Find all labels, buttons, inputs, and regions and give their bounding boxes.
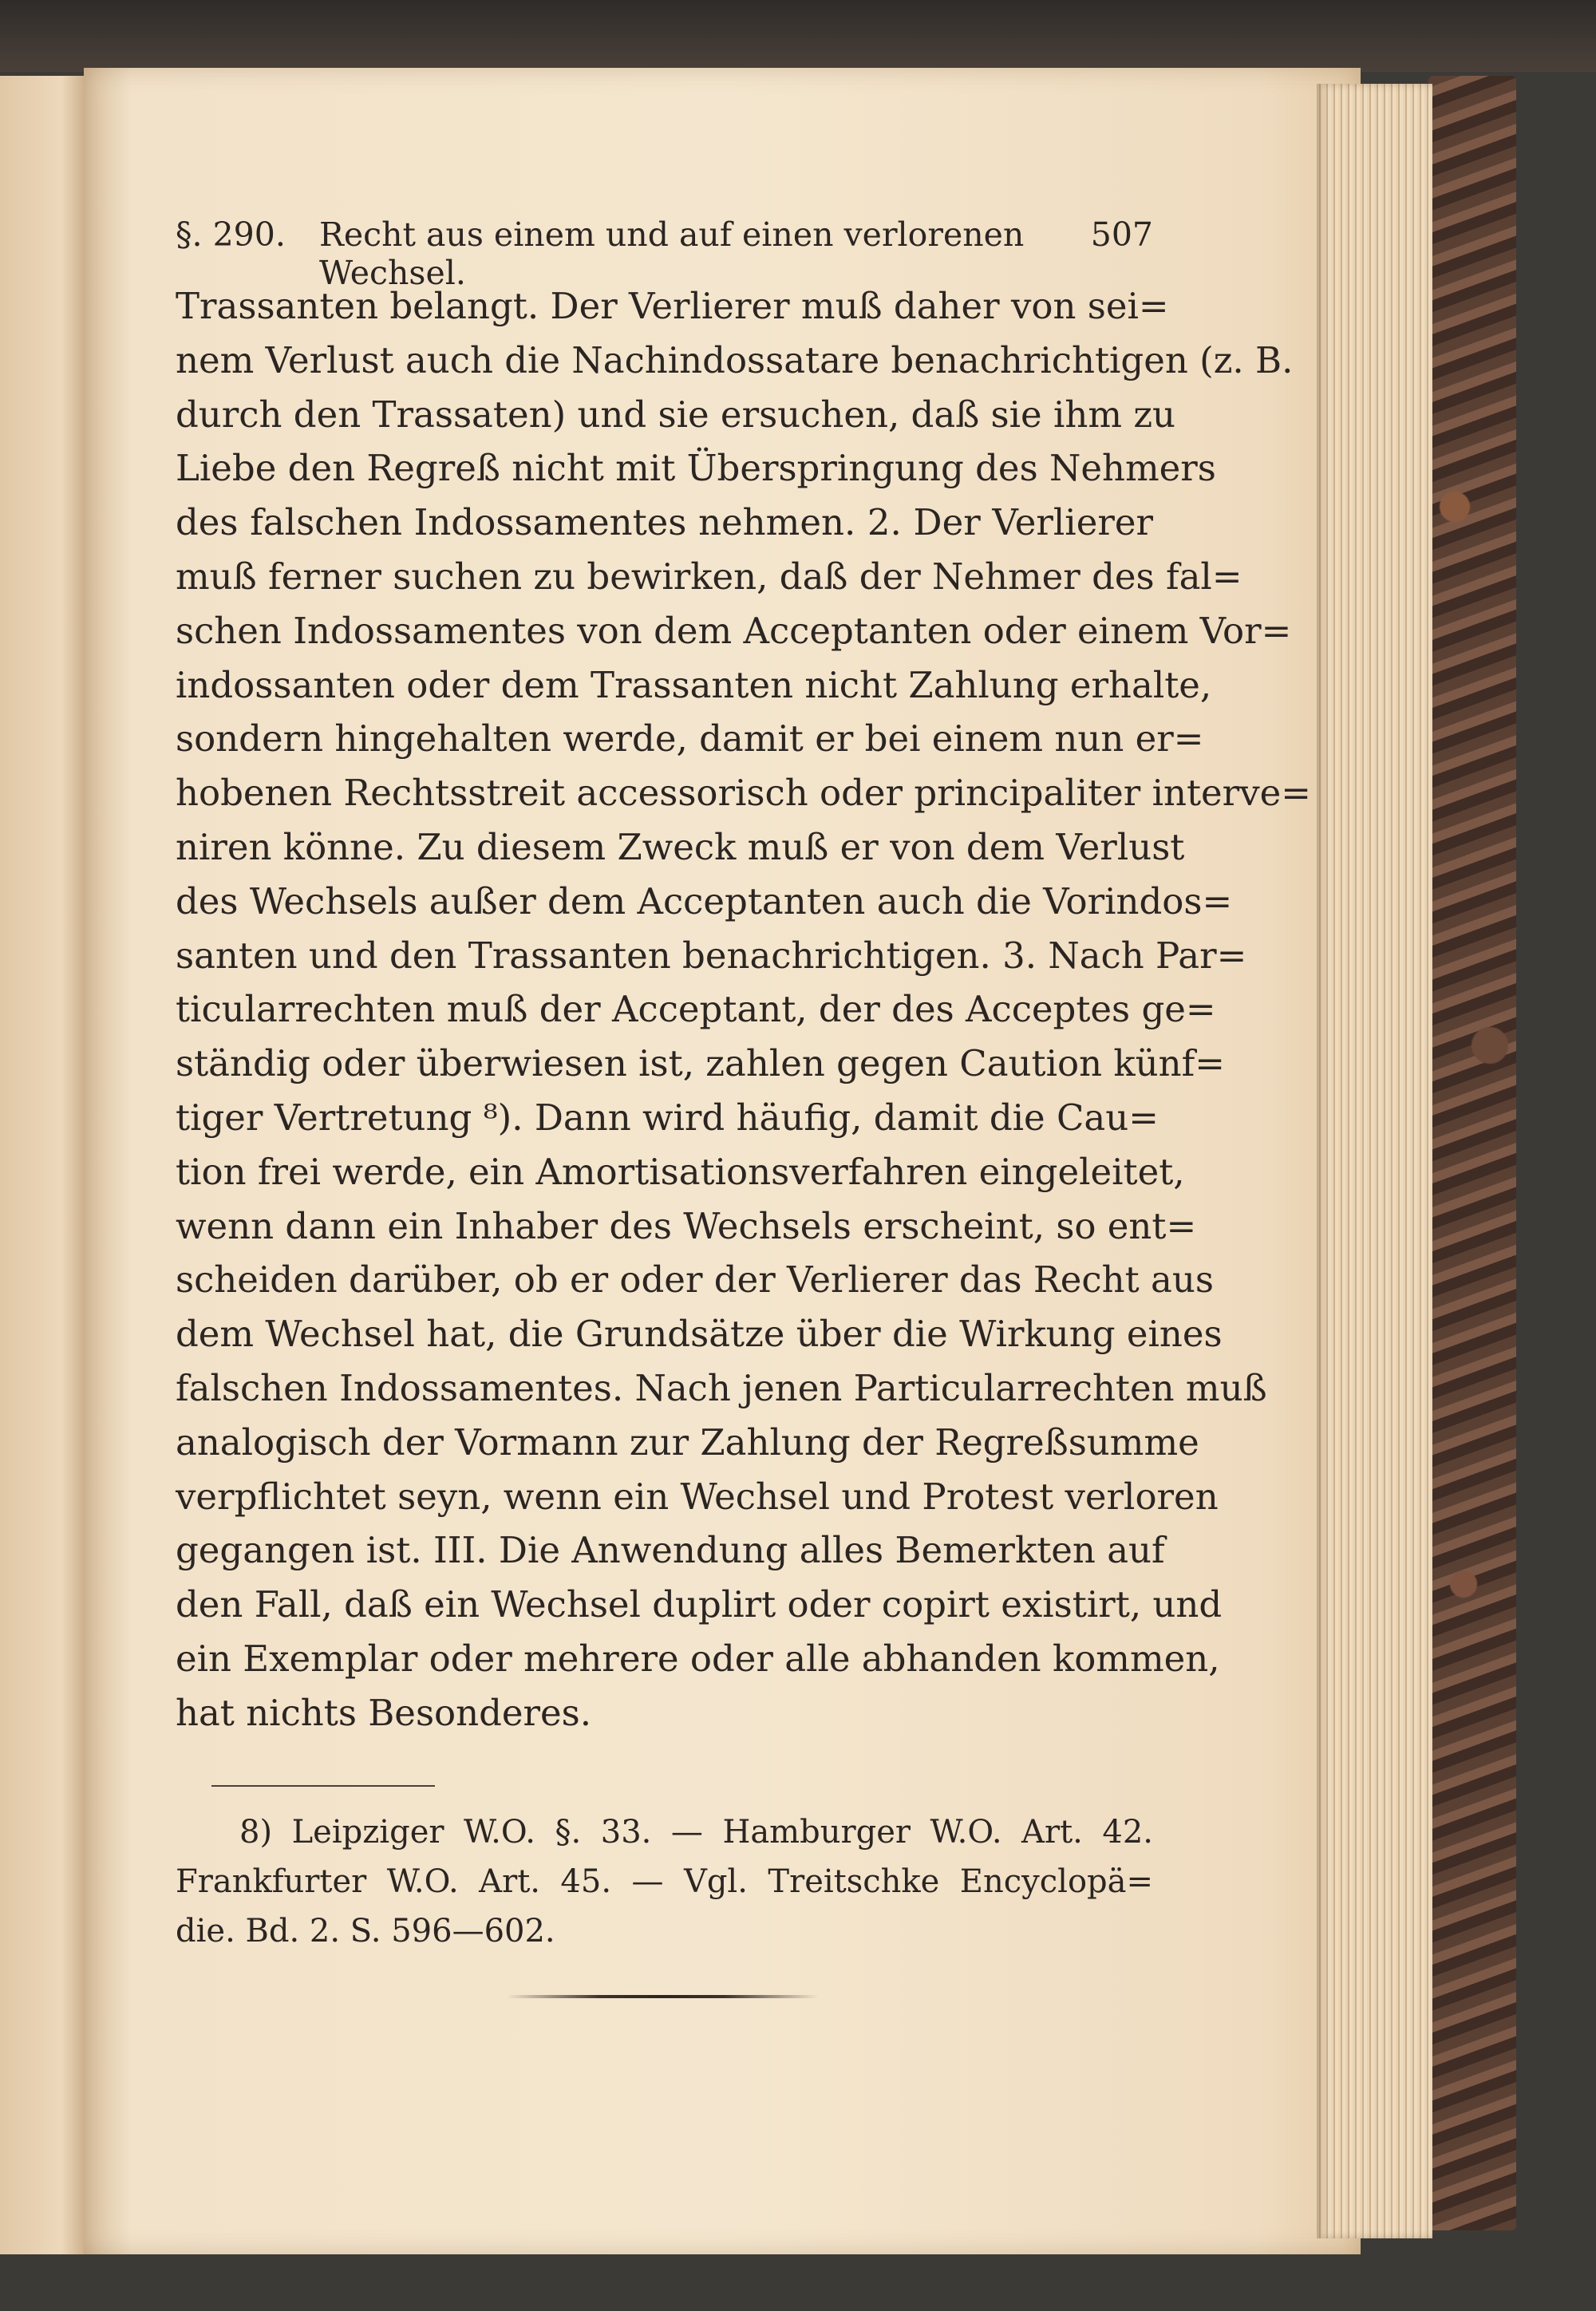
- text-line: ein Exemplar oder mehrere oder alle abhanden kommen,: [176, 1637, 1220, 1680]
- text-line: verpflichtet seyn, wenn ein Wechsel und Protest verloren: [176, 1475, 1219, 1518]
- text-line: falschen Indossamentes. Nach jenen Particularrechten muß: [176, 1366, 1267, 1409]
- page-number: 507: [1090, 215, 1153, 254]
- footnote-line: die. Bd. 2. S. 596—602.: [176, 1913, 555, 1950]
- end-ornament-rule: [507, 1995, 818, 1998]
- text-line: dem Wechsel hat, die Grundsätze über die Wirkung eines: [176, 1313, 1223, 1356]
- page-content: [176, 215, 1311, 1740]
- text-line: Liebe den Regreß nicht mit Überspringung des Nehmers: [176, 447, 1216, 490]
- text-line: Trassanten belangt. Der Verlierer muß daher von sei=: [176, 285, 1169, 327]
- text-line: gegangen ist. III. Die Anwendung alles Bemerkten auf: [176, 1529, 1165, 1572]
- footnote-rule: [211, 1785, 435, 1787]
- text-line: niren könne. Zu diesem Zweck muß er von dem Verlust: [176, 825, 1185, 868]
- text-line: durch den Trassaten) und sie ersuchen, daß sie ihm zu: [176, 393, 1176, 436]
- text-line: analogisch der Vormann zur Zahlung der Regreßsumme: [176, 1420, 1199, 1464]
- page-edges: [1317, 84, 1432, 2238]
- text-line: hobenen Rechtsstreit accessorisch oder principaliter interve=: [176, 772, 1311, 815]
- text-line: des Wechsels außer dem Acceptanten auch die Vorindos=: [176, 879, 1233, 922]
- text-line: ticularrechten muß der Acceptant, der des Acceptes ge=: [176, 988, 1216, 1031]
- footnote-line: Frankfurter W.O. Art. 45. — Vgl. Treitschke Encyclopä=: [176, 1863, 1153, 1900]
- text-line: tion frei werde, ein Amortisationsverfahren eingeleitet,: [176, 1150, 1185, 1193]
- text-line: hat nichts Besonderes.: [176, 1691, 592, 1734]
- left-page-edge: [0, 76, 88, 2254]
- background-top: [0, 0, 1596, 72]
- marbled-cover-board: [1428, 76, 1516, 2230]
- text-line: santen und den Trassanten benachrichtigen. 3. Nach Par=: [176, 934, 1247, 977]
- text-line: scheiden darüber, ob er oder der Verlierer das Recht aus: [176, 1258, 1214, 1302]
- text-line: sondern hingehalten werde, damit er bei einem nun er=: [176, 717, 1204, 760]
- text-line: tiger Vertretung ⁸). Dann wird häufig, damit die Cau=: [176, 1096, 1159, 1139]
- footnote-line: 8) Leipziger W.O. §. 33. — Hamburger W.O. Art. 42.: [239, 1814, 1153, 1851]
- footnote: [176, 1807, 1153, 1956]
- text-line: nem Verlust auch die Nachindossatare benachrichtigen (z. B.: [176, 338, 1294, 381]
- text-line: den Fall, daß ein Wechsel duplirt oder copirt existirt, und: [176, 1583, 1223, 1626]
- body-text: [176, 279, 1311, 1740]
- running-title: Recht aus einem und auf einen verlorenen Wechsel.: [319, 215, 1025, 292]
- text-line: ständig oder überwiesen ist, zahlen gegen Caution künf=: [176, 1042, 1225, 1085]
- section-number: §. 290.: [176, 215, 286, 254]
- text-line: des falschen Indossamentes nehmen. 2. Der Verlierer: [176, 501, 1153, 544]
- text-line: schen Indossamentes von dem Acceptanten oder einem Vor=: [176, 609, 1292, 652]
- text-line: indossanten oder dem Trassanten nicht Zahlung erhalte,: [176, 663, 1212, 706]
- running-header: [176, 215, 1153, 292]
- text-line: wenn dann ein Inhaber des Wechsels erscheint, so ent=: [176, 1204, 1197, 1247]
- text-line: muß ferner suchen zu bewirken, daß der Nehmer des fal=: [176, 555, 1242, 598]
